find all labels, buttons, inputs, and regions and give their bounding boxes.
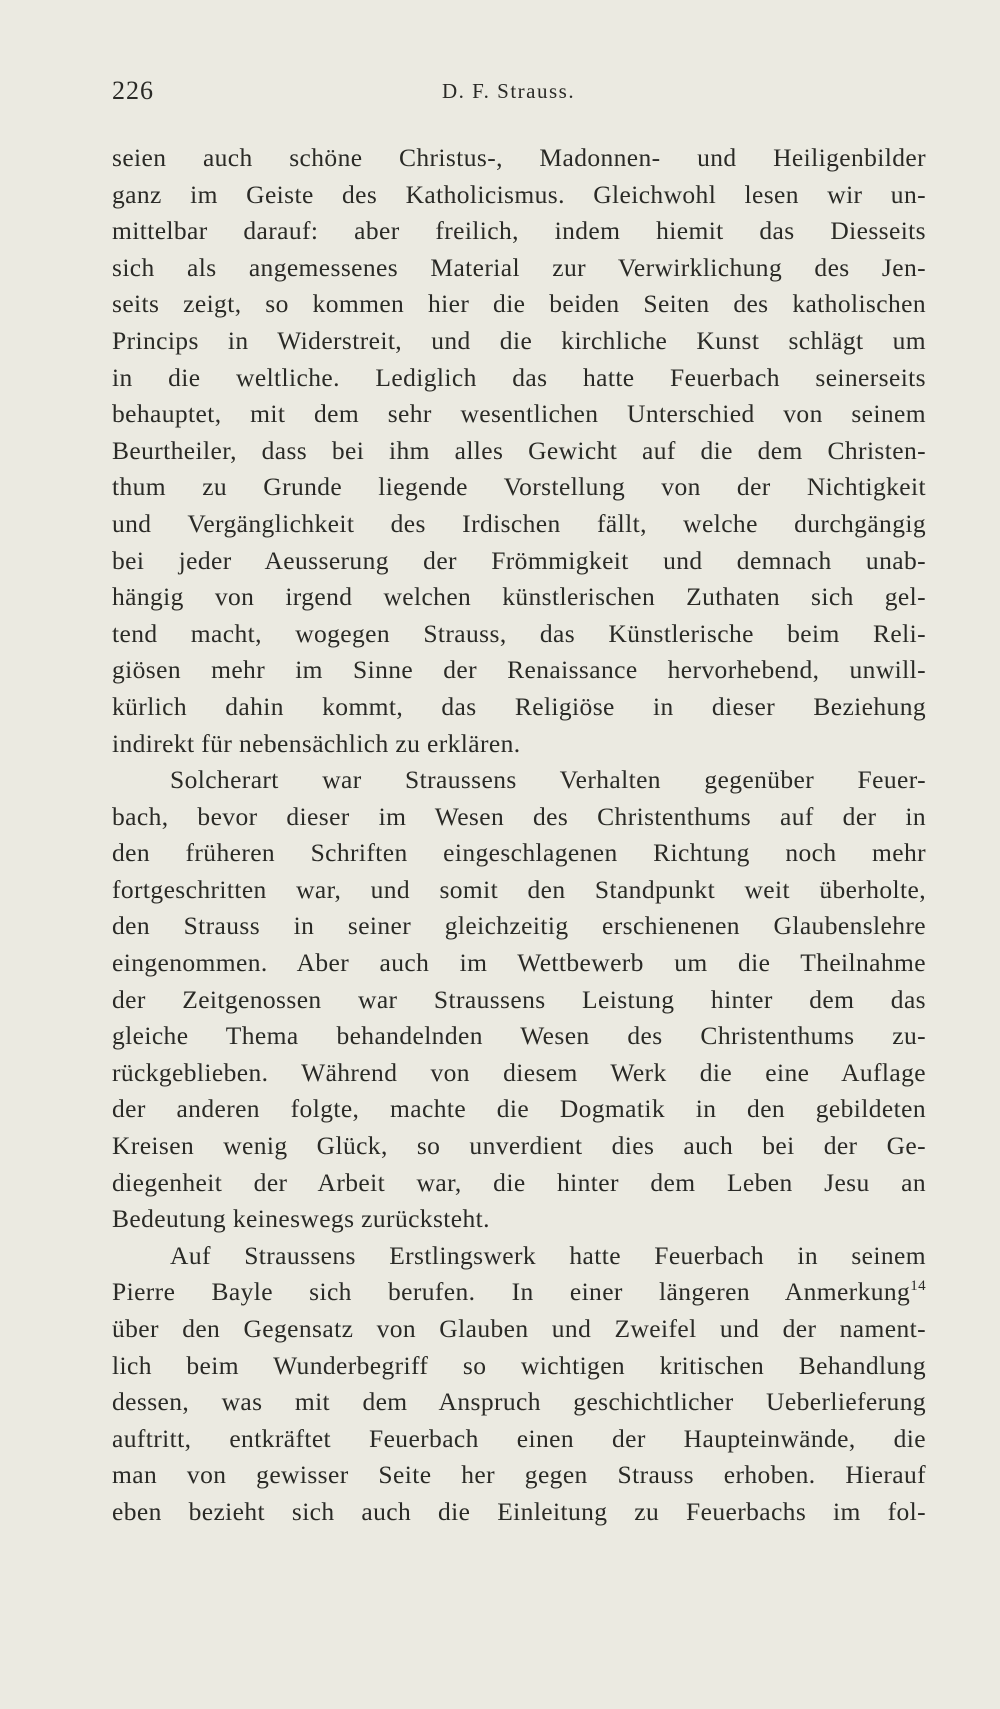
paragraph-start-line: Auf Straussens Erstlingswerk hatte Feuerbach in seinem [170, 1240, 926, 1270]
text-line: diegenheit der Arbeit war, die hinter dem Leben Jesu an [112, 1167, 926, 1197]
text-line: den früheren Schriften eingeschlagenen Richtung noch mehr [112, 838, 926, 868]
text-line: mittelbar darauf: aber freilich, indem hiemit das Diesseits [112, 216, 926, 246]
running-head: D. F. Strauss. [442, 79, 576, 103]
text-line: den Strauss in seiner gleichzeitig erschienenen Glaubenslehre [112, 911, 926, 941]
text-line: indirekt für nebensächlich zu erklären. [112, 728, 521, 758]
page-number: 226 [112, 76, 154, 105]
text-line: und Vergänglichkeit des Irdischen fällt, welche durchgängig [112, 508, 926, 538]
text-line: Bedeutung keineswegs zurücksteht. [112, 1204, 490, 1234]
text-line: fortgeschritten war, und somit den Standpunkt weit überholte, [112, 874, 926, 904]
text-line: ganz im Geiste des Katholicismus. Gleichwohl lesen wir un- [112, 179, 926, 209]
text-line: lich beim Wunderbegriff so wichtigen kritischen Behandlung [112, 1350, 926, 1380]
text-line: kürlich dahin kommt, das Religiöse in dieser Beziehung [112, 691, 926, 721]
body-text [112, 140, 926, 1531]
text-line: auftritt, entkräftet Feuerbach einen der Haupteinwände, die [112, 1423, 926, 1453]
text-line: behauptet, mit dem sehr wesentlichen Unterschied von seinem [112, 399, 926, 429]
text-line: giösen mehr im Sinne der Renaissance hervorhebend, unwill- [112, 655, 926, 685]
text-line: hängig von irgend welchen künstlerischen Zuthaten sich gel- [112, 582, 926, 612]
text-line: Beurtheiler, dass bei ihm alles Gewicht auf die dem Christen- [112, 435, 926, 465]
text-line: der Zeitgenossen war Straussens Leistung hinter dem das [112, 984, 926, 1014]
text-line: über den Gegensatz von Glauben und Zweifel und der nament- [112, 1314, 926, 1343]
text-line: rückgeblieben. Während von diesem Werk die eine Auflage [112, 1057, 926, 1087]
text-line: Princips in Widerstreit, und die kirchliche Kunst schlägt um [112, 325, 926, 355]
text-line: eben bezieht sich auch die Einleitung zu Feuerbachs im fol- [112, 1496, 926, 1526]
footnote-reference: 14 [910, 1278, 926, 1295]
text-line: dessen, was mit dem Anspruch geschichtlicher Ueberlieferung [112, 1387, 926, 1417]
text-line: Kreisen wenig Glück, so unverdient dies auch bei der Ge- [112, 1131, 926, 1161]
text-line: sich als angemessenes Material zur Verwirklichung des Jen- [112, 252, 926, 282]
text-line: bei jeder Aeusserung der Frömmigkeit und demnach unab- [112, 545, 926, 575]
text-line: tend macht, wogegen Strauss, das Künstlerische beim Reli- [112, 618, 926, 648]
page-header [112, 76, 912, 116]
text-line: thum zu Grunde liegende Vorstellung von der Nichtigkeit [112, 472, 926, 502]
text-line-with-footnote [112, 1274, 926, 1311]
paragraph-start-line: Solcherart war Straussens Verhalten gegenüber Feuer- [170, 765, 926, 795]
text-line: man von gewisser Seite her gegen Strauss erhoben. Hierauf [112, 1460, 926, 1490]
text-line: seien auch schöne Christus-, Madonnen- und Heiligenbilder [112, 143, 926, 172]
text-line: eingenommen. Aber auch im Wettbewerb um die Theilnahme [112, 948, 926, 978]
text-line: der anderen folgte, machte die Dogmatik in den gebildeten [112, 1094, 926, 1124]
text-line: seits zeigt, so kommen hier die beiden Seiten des katholischen [112, 289, 926, 319]
text-line: bach, bevor dieser im Wesen des Christenthums auf der in [112, 801, 926, 831]
line-text: Pierre Bayle sich berufen. In einer längeren Anmerkung [112, 1277, 911, 1307]
text-line: gleiche Thema behandelnden Wesen des Christenthums zu- [112, 1021, 926, 1051]
text-line: in die weltliche. Lediglich das hatte Feuerbach seinerseits [112, 362, 926, 392]
